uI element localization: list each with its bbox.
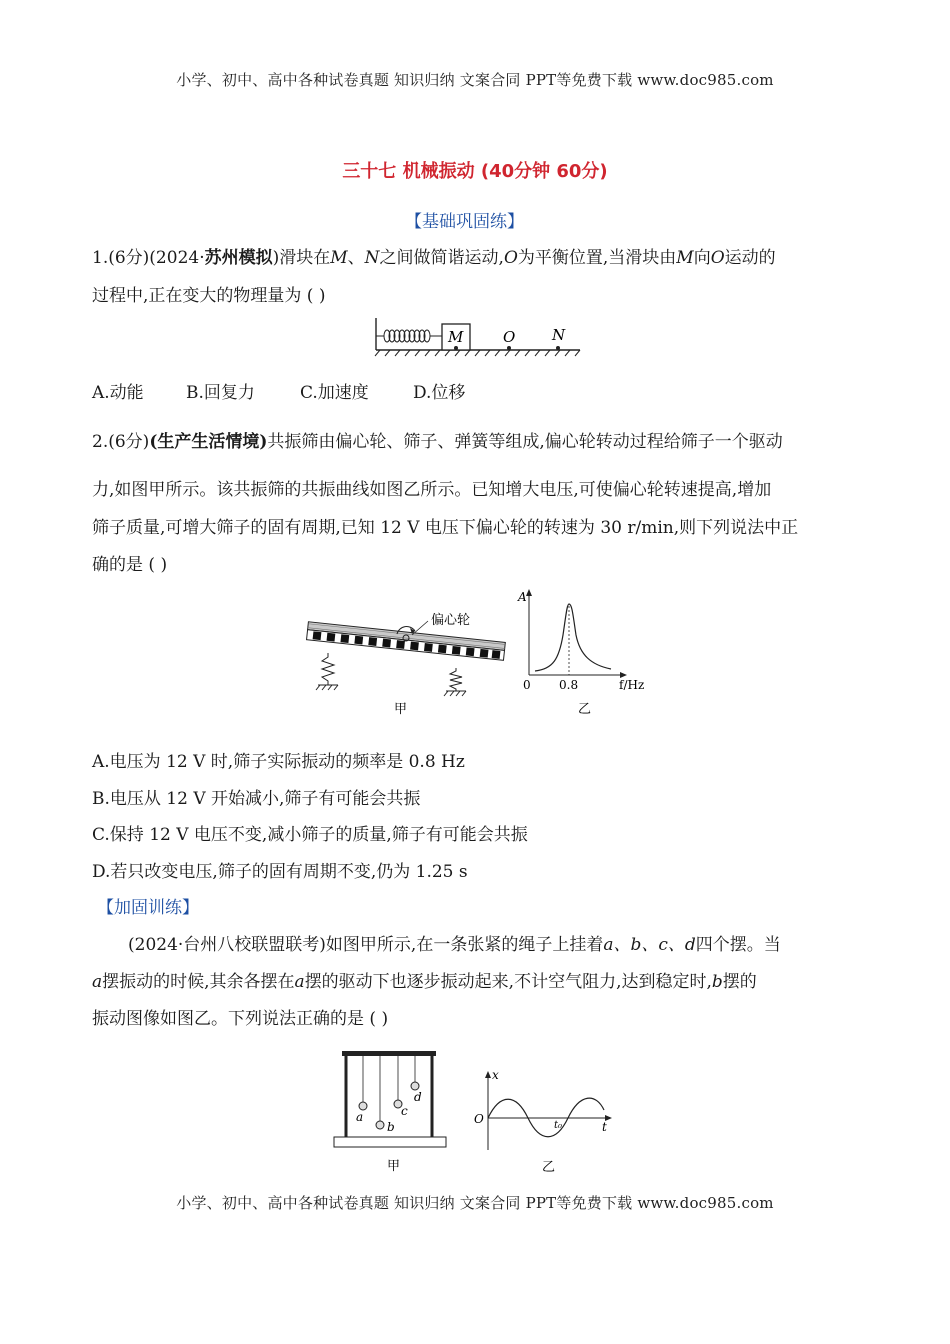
x-axis-label: f/Hz [619, 678, 645, 692]
label-b: b [387, 1120, 395, 1134]
q3-line1: (2024·台州八校联盟联考)如图甲所示,在一条张紧的绳子上挂着a、b、c、d四个摆。当 [128, 935, 781, 955]
label-a: a [356, 1110, 364, 1124]
t0-label: t₀ [554, 1120, 563, 1131]
y-axis-label: A [518, 590, 527, 604]
q1-line2: 过程中,正在变大的物理量为 ( ) [92, 286, 326, 306]
figure-jia-label: 甲 [387, 1159, 401, 1174]
q2-resonance-chart [515, 585, 655, 720]
wheel-label: 偏心轮 [431, 613, 471, 628]
q2-option-a[interactable]: A.电压为 12 V 时,筛子实际振动的频率是 0.8 Hz [92, 752, 465, 772]
q2-line3: 筛子质量,可增大筛子的固有周期,已知 12 V 电压下偏心轮的转速为 30 r/min,则下列说法中正 [92, 518, 799, 538]
q2-sieve-figure [300, 605, 510, 720]
q1-spring-figure [370, 312, 585, 358]
page-footer: 小学、初中、高中各种试卷真题 知识归纳 文案合同 PPT等免费下载 www.doc985.com [176, 1194, 774, 1212]
x-axis-label: t [602, 1120, 607, 1134]
figure-jia-label: 甲 [394, 702, 408, 717]
peak-tick-label: 0.8 [559, 678, 579, 692]
y-axis-label: x [492, 1068, 499, 1082]
spring-left-icon [316, 653, 338, 690]
pendulum-d [411, 1082, 419, 1090]
q2-line1: 2.(6分)(生产生活情境)共振筛由偏心轮、筛子、弹簧等组成,偏心轮转动过程给筛子一个驱动 [92, 432, 783, 452]
q2-option-c[interactable]: C.保持 12 V 电压不变,减小筛子的质量,筛子有可能会共振 [92, 825, 528, 845]
figure-yi-label: 乙 [578, 702, 592, 717]
resonance-curve [535, 604, 611, 671]
sine-curve [488, 1098, 604, 1137]
q2-option-d[interactable]: D.若只改变电压,筛子的固有周期不变,仍为 1.25 s [92, 862, 468, 882]
origin-label: 0 [523, 678, 531, 692]
q3-pendulum-figure [330, 1045, 450, 1180]
q2-line2: 力,如图甲所示。该共振筛的共振曲线如图乙所示。已知增大电压,可使偏心轮转速提高,增加 [92, 480, 772, 500]
q1-line1: 1.(6分)(2024·苏州模拟)滑块在M、N之间做简谐运动,O为平衡位置,当滑块由M向O运动的 [92, 248, 776, 268]
q1-option-c[interactable]: C.加速度 [300, 383, 369, 403]
pendulum-b [376, 1121, 384, 1129]
q1-options [92, 378, 465, 403]
q3-line2: a摆振动的时候,其余各摆在a摆的驱动下也逐步振动起来,不计空气阻力,达到稳定时,b摆的 [92, 972, 757, 992]
q3-vibration-chart [470, 1065, 620, 1180]
spring-right-icon [444, 668, 466, 696]
q1-option-a[interactable]: A.动能 [92, 383, 144, 403]
spring-icon [376, 330, 442, 342]
label-O: O [503, 328, 516, 346]
page-header: 小学、初中、高中各种试卷真题 知识归纳 文案合同 PPT等免费下载 www.doc985.com [176, 71, 774, 89]
section-basic: 【基础巩固练】 [405, 212, 524, 232]
label-c: c [401, 1104, 408, 1118]
figure-yi-label: 乙 [542, 1160, 556, 1175]
origin-label: O [474, 1112, 484, 1126]
pendulum-a [359, 1102, 367, 1110]
label-d: d [414, 1090, 422, 1104]
q3-line3: 振动图像如图乙。下列说法正确的是 ( ) [92, 1009, 389, 1029]
q2-line4: 确的是 ( ) [92, 555, 168, 575]
q1-option-d[interactable]: D.位移 [413, 383, 466, 403]
label-M: M [448, 328, 464, 346]
q1-option-b[interactable]: B.回复力 [186, 383, 255, 403]
label-N: N [552, 326, 566, 344]
section-reinforce: 【加固训练】 [97, 898, 199, 918]
page-title: 三十七 机械振动 (40分钟 60分) [342, 161, 608, 182]
q2-option-b[interactable]: B.电压从 12 V 开始减小,筛子有可能会共振 [92, 789, 421, 809]
